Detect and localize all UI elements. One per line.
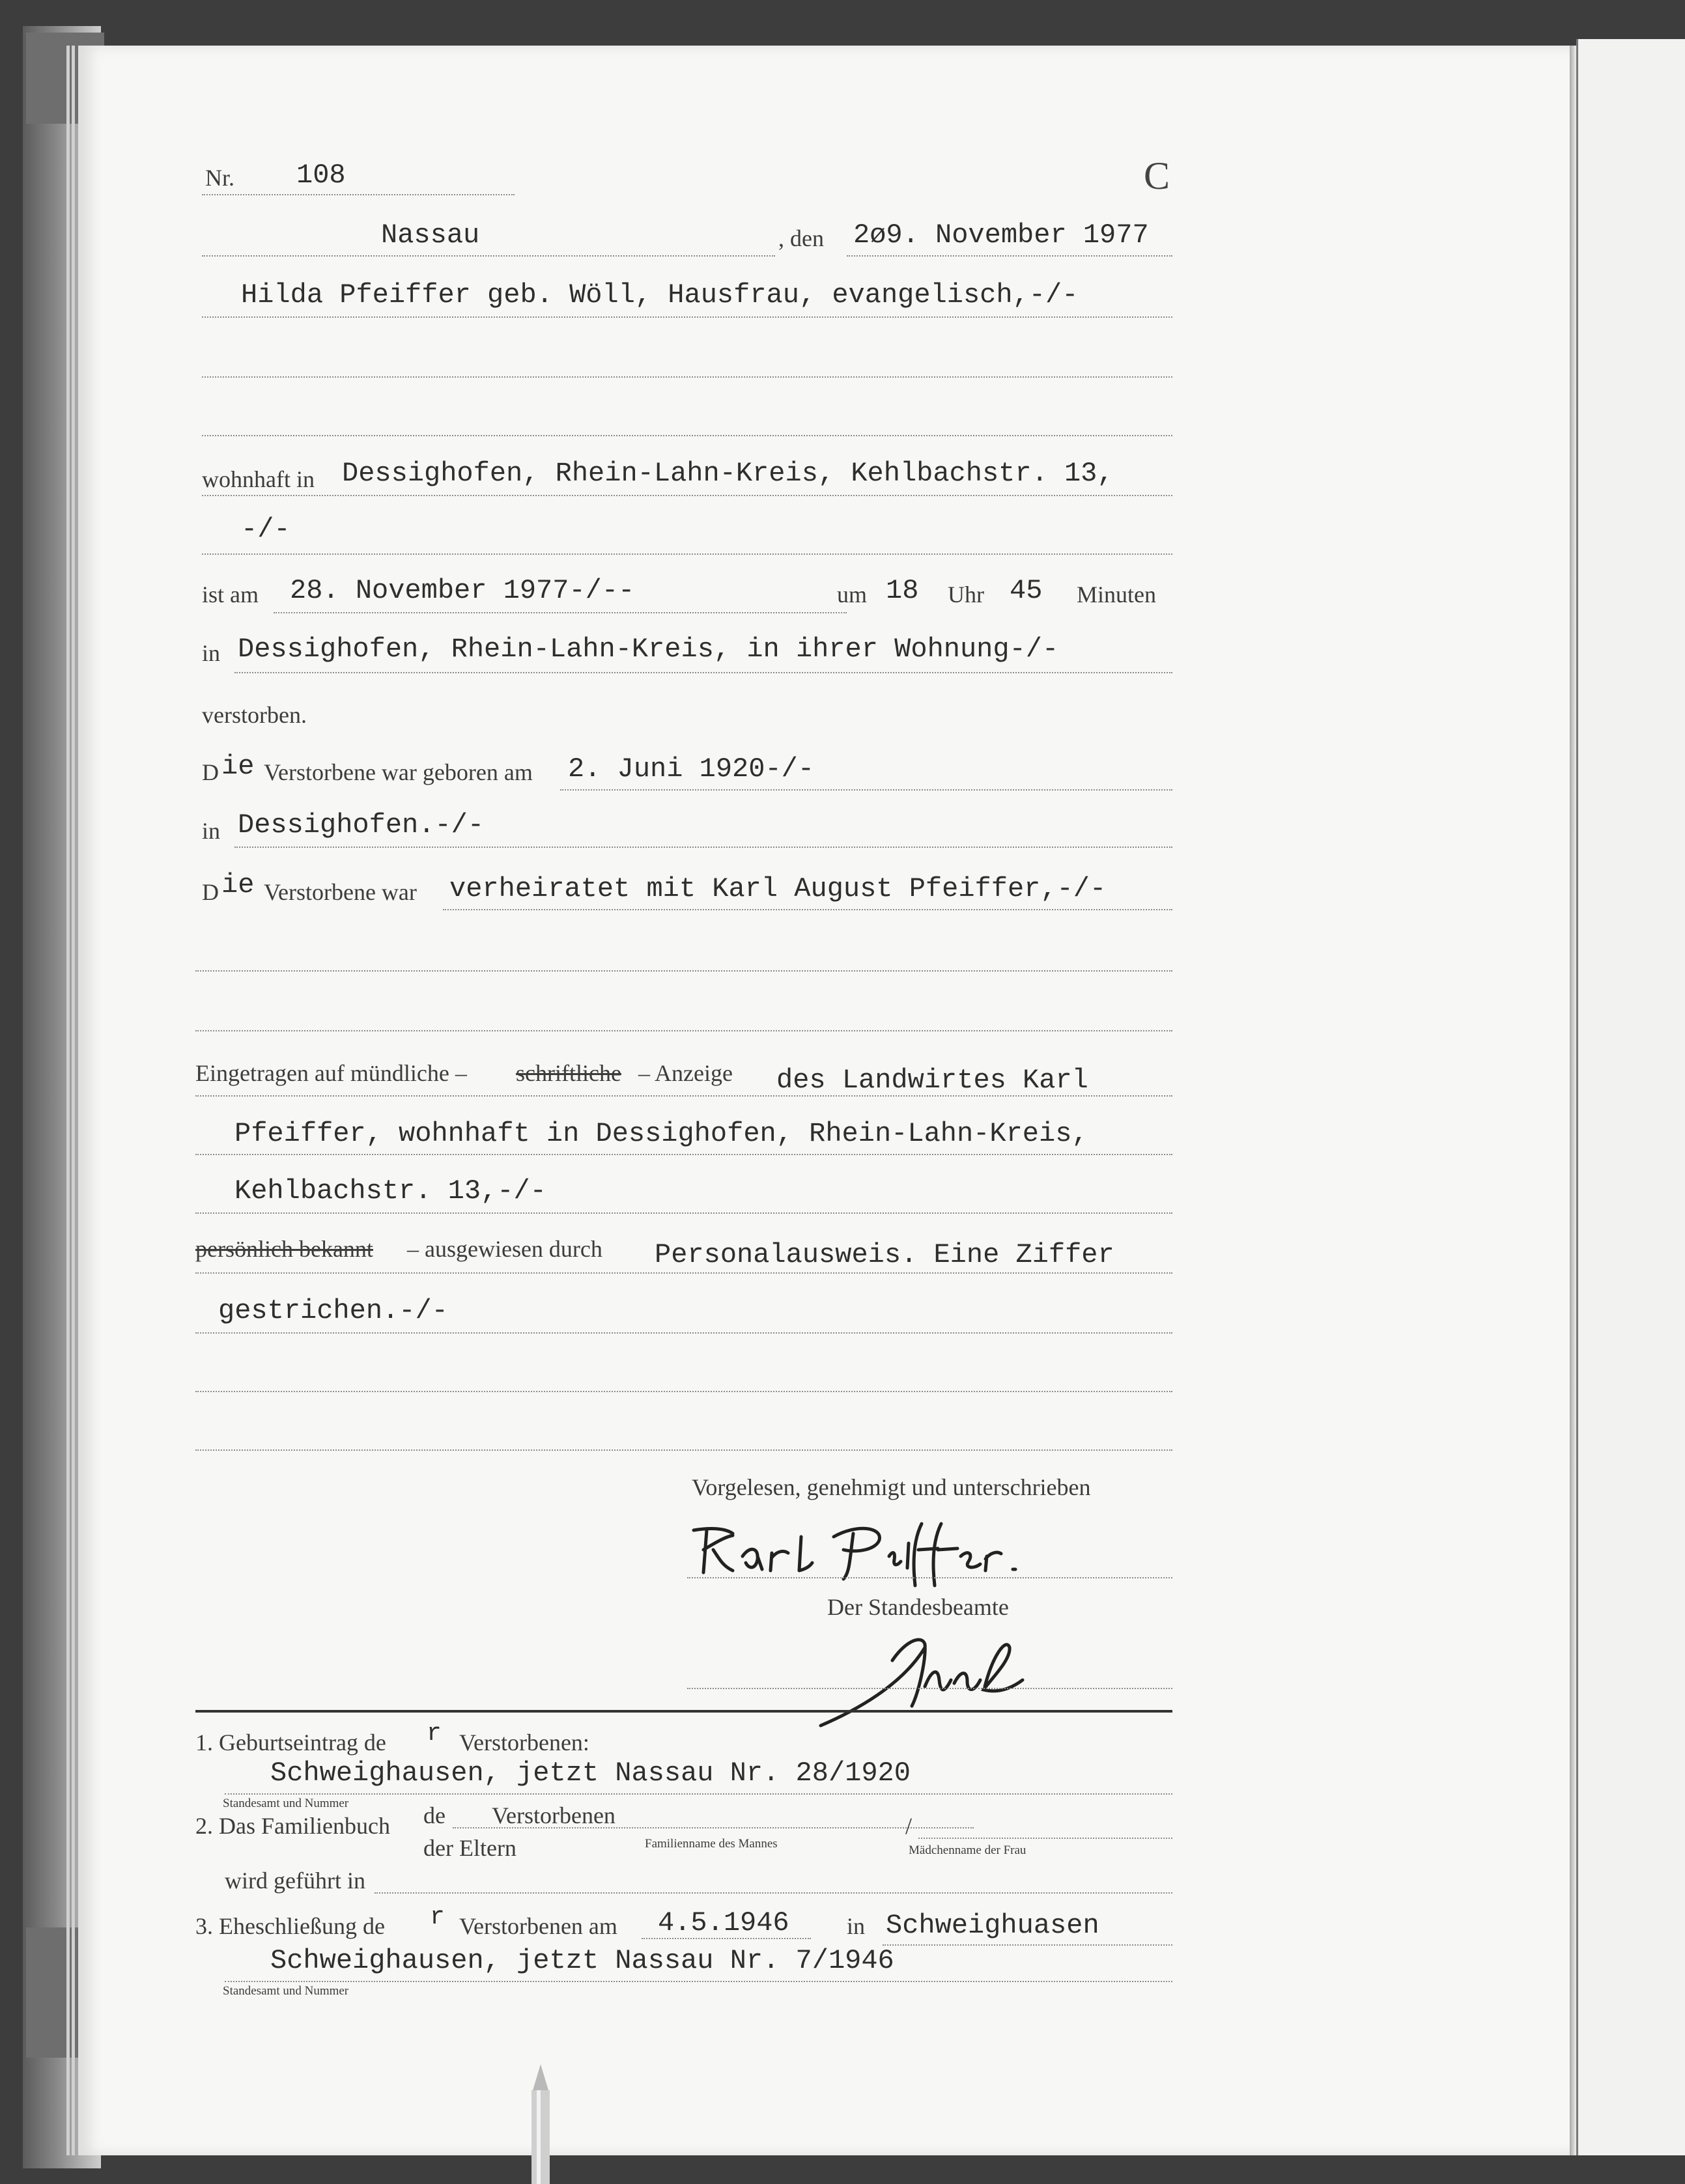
footnote1-label: 1. Geburtseintrag de	[195, 1729, 386, 1756]
registrar-signature	[814, 1608, 1036, 1739]
read-approved-label: Vorgelesen, genehmigt und unterschrieben	[692, 1474, 1091, 1500]
footnote3-in: in	[847, 1913, 866, 1939]
uhr-label: Uhr	[948, 581, 984, 608]
report-label-struck: schriftliche	[516, 1060, 621, 1086]
footnote2-line	[453, 1827, 974, 1828]
birth-place: Dessighofen.-/-	[238, 809, 485, 841]
footnote3-label: 3. Eheschließung de	[195, 1913, 385, 1939]
report-label-suffix: – Anzeige	[638, 1060, 733, 1086]
residence-line	[202, 553, 1172, 555]
ist-am-label: ist am	[202, 581, 259, 608]
footnote3-place-line	[883, 1944, 1172, 1946]
date-line	[847, 255, 1172, 257]
report-label-prefix: Eingetragen auf mündliche –	[195, 1060, 467, 1086]
death-date: 28. November 1977-/--	[290, 575, 635, 606]
blank-line	[195, 1030, 1172, 1031]
birth-d-label: D	[202, 759, 219, 785]
footnote2-label: 2. Das Familienbuch	[195, 1813, 390, 1839]
date-value: 2ø9. November 1977	[853, 219, 1149, 251]
verstorben-label: verstorben.	[202, 702, 307, 728]
blank-line	[202, 435, 1172, 436]
death-hour: 18	[886, 575, 919, 606]
identification-line	[195, 1272, 1172, 1274]
blank-line	[195, 1391, 1172, 1392]
footnote2-eltern: der Eltern	[423, 1835, 517, 1861]
footnote3-date-line	[642, 1938, 811, 1939]
footnote3-suffix: r	[430, 1903, 445, 1931]
residence-line	[202, 495, 1172, 496]
birth-date-line	[560, 789, 1172, 791]
birth-place-line	[234, 847, 1172, 848]
registrar-label: Der Standesbeamte	[827, 1594, 1009, 1620]
marital-line	[443, 909, 1172, 910]
informant-signature-line	[687, 1577, 1172, 1578]
minuten-label: Minuten	[1077, 581, 1156, 608]
residence-line2: -/-	[241, 514, 290, 545]
footnote3-date: 4.5.1946	[658, 1907, 789, 1939]
birth-in-label: in	[202, 818, 221, 844]
footnote3-label2: Verstorbenen am	[459, 1913, 617, 1939]
corner-letter: C	[1144, 154, 1170, 197]
footnote-separator	[195, 1710, 1172, 1713]
identification-line2: gestrichen.-/-	[218, 1295, 448, 1326]
nr-label: Nr.	[205, 165, 234, 191]
page-edge	[66, 46, 70, 2155]
facing-page	[1576, 39, 1685, 2155]
place-value: Nassau	[381, 219, 480, 251]
footnote3-line	[225, 1981, 1172, 1982]
death-minutes: 45	[1010, 575, 1043, 606]
blank-line	[195, 1449, 1172, 1451]
birth-label: Verstorbene war geboren am	[264, 759, 533, 785]
footnote2-line	[375, 1892, 1172, 1894]
deceased-name: Hilda Pfeiffer geb. Wöll, Hausfrau, evangelisch,-/-	[241, 279, 1079, 311]
footnote1-value: Schweighausen, jetzt Nassau Nr. 28/1920	[270, 1757, 911, 1789]
name-line	[202, 316, 1172, 318]
marital-suffix: ie	[221, 869, 255, 901]
death-place-line	[234, 672, 1172, 673]
registrar-signature-line	[687, 1688, 1172, 1689]
death-place: Dessighofen, Rhein-Lahn-Kreis, in ihrer Wohnung-/-	[238, 634, 1059, 665]
identification-struck: persönlich bekannt	[195, 1236, 373, 1262]
identification-line1: Personalausweis. Eine Ziffer	[655, 1239, 1114, 1270]
birth-suffix: ie	[221, 751, 255, 782]
standesamt-label: Standesamt und Nummer	[223, 1797, 349, 1810]
footnote1-line	[225, 1793, 1172, 1795]
footnote2-mann-label: Familienname des Mannes	[645, 1837, 778, 1851]
footnote2-frau-label: Mädchenname der Frau	[909, 1843, 1027, 1857]
footnote1-label2: Verstorbenen:	[459, 1729, 589, 1756]
birth-date: 2. Juni 1920-/-	[568, 753, 815, 785]
footnote2-gefuehrt: wird geführt in	[225, 1868, 365, 1894]
report-line	[195, 1095, 1172, 1097]
identification-line	[195, 1332, 1172, 1334]
marital-label: Verstorbene war	[264, 879, 417, 905]
nr-line	[202, 194, 515, 195]
um-label: um	[837, 581, 868, 608]
report-line3: Kehlbachstr. 13,-/-	[234, 1175, 546, 1207]
footnote2-verstorbenen: Verstorbenen	[492, 1802, 616, 1828]
nr-value: 108	[296, 160, 346, 191]
footnote1-suffix: r	[427, 1720, 442, 1748]
blank-line	[195, 970, 1172, 972]
marital-value: verheiratet mit Karl August Pfeiffer,-/-	[449, 873, 1107, 904]
blank-line	[202, 376, 1172, 378]
footnote3-place: Schweighuasen	[886, 1910, 1099, 1941]
report-line	[195, 1212, 1172, 1214]
death-date-line	[274, 612, 847, 613]
residence-line1: Dessighofen, Rhein-Lahn-Kreis, Kehlbachstr. 13,	[342, 458, 1114, 489]
identification-label: – ausgewiesen durch	[407, 1236, 602, 1262]
wohnhaft-label: wohnhaft in	[202, 466, 315, 492]
register-page	[78, 46, 1570, 2155]
footnote2-line	[918, 1838, 1172, 1839]
report-line1: des Landwirtes Karl	[776, 1065, 1088, 1096]
report-line2: Pfeiffer, wohnhaft in Dessighofen, Rhein-Lahn-Kreis,	[234, 1118, 1088, 1149]
den-label: , den	[778, 225, 824, 251]
in-label: in	[202, 640, 221, 666]
report-line	[195, 1154, 1172, 1155]
footnote3-value: Schweighausen, jetzt Nassau Nr. 7/1946	[270, 1945, 894, 1976]
place-line	[202, 255, 775, 257]
footnote2-slash: /	[905, 1813, 913, 1839]
marital-d-label: D	[202, 879, 219, 905]
footnote2-de: de	[423, 1802, 446, 1828]
page-gutter	[1570, 46, 1576, 2155]
standesamt-label-2: Standesamt und Nummer	[223, 1984, 349, 1998]
pen-tip	[521, 2064, 560, 2184]
page-edge	[72, 46, 75, 2155]
